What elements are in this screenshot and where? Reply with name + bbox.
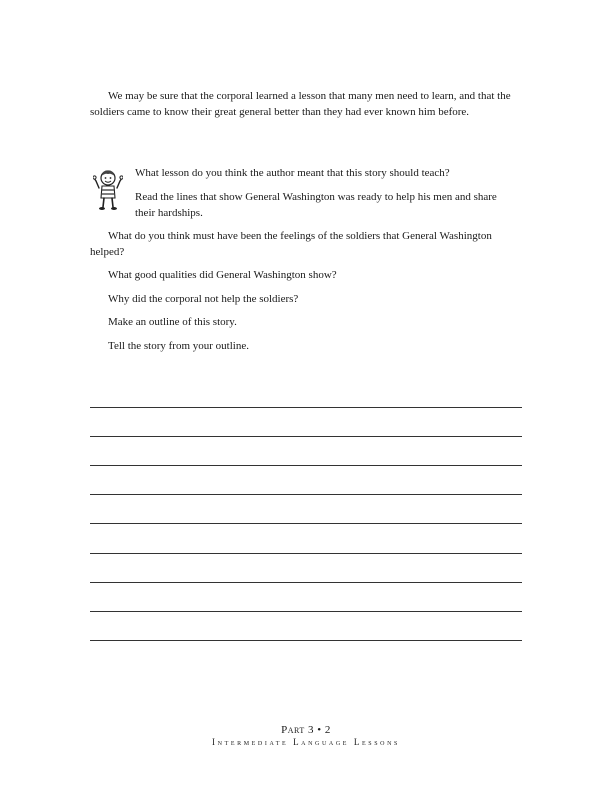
writing-line[interactable]	[90, 611, 522, 612]
footer-page-number: Part 3 • 2	[281, 724, 331, 736]
writing-line[interactable]	[90, 436, 522, 437]
question-2: Read the lines that show General Washington was ready to help his men and share their hardships.	[135, 191, 497, 219]
writing-line[interactable]	[90, 582, 522, 583]
question-6: Make an outline of this story.	[108, 316, 237, 328]
question-3: What do you think must have been the feelings of the soldiers that General Washington helped?	[90, 230, 492, 258]
question-5: Why did the corporal not help the soldiers?	[108, 293, 299, 305]
boy-waving-icon	[93, 168, 123, 212]
question-4: What good qualities did General Washington show?	[108, 269, 337, 281]
writing-line[interactable]	[90, 407, 522, 408]
writing-line[interactable]	[90, 553, 522, 554]
writing-line[interactable]	[90, 523, 522, 524]
writing-line[interactable]	[90, 640, 522, 641]
question-1: What lesson do you think the author meant that this story should teach?	[135, 167, 450, 179]
writing-line[interactable]	[90, 494, 522, 495]
footer-book-title: Intermediate Language Lessons	[212, 737, 400, 747]
question-7: Tell the story from your outline.	[108, 340, 249, 352]
writing-line[interactable]	[90, 465, 522, 466]
intro-paragraph: We may be sure that the corporal learned a lesson that many men need to learn, and that the soldiers came to know their great general better than they had ever known him before.	[90, 90, 511, 118]
